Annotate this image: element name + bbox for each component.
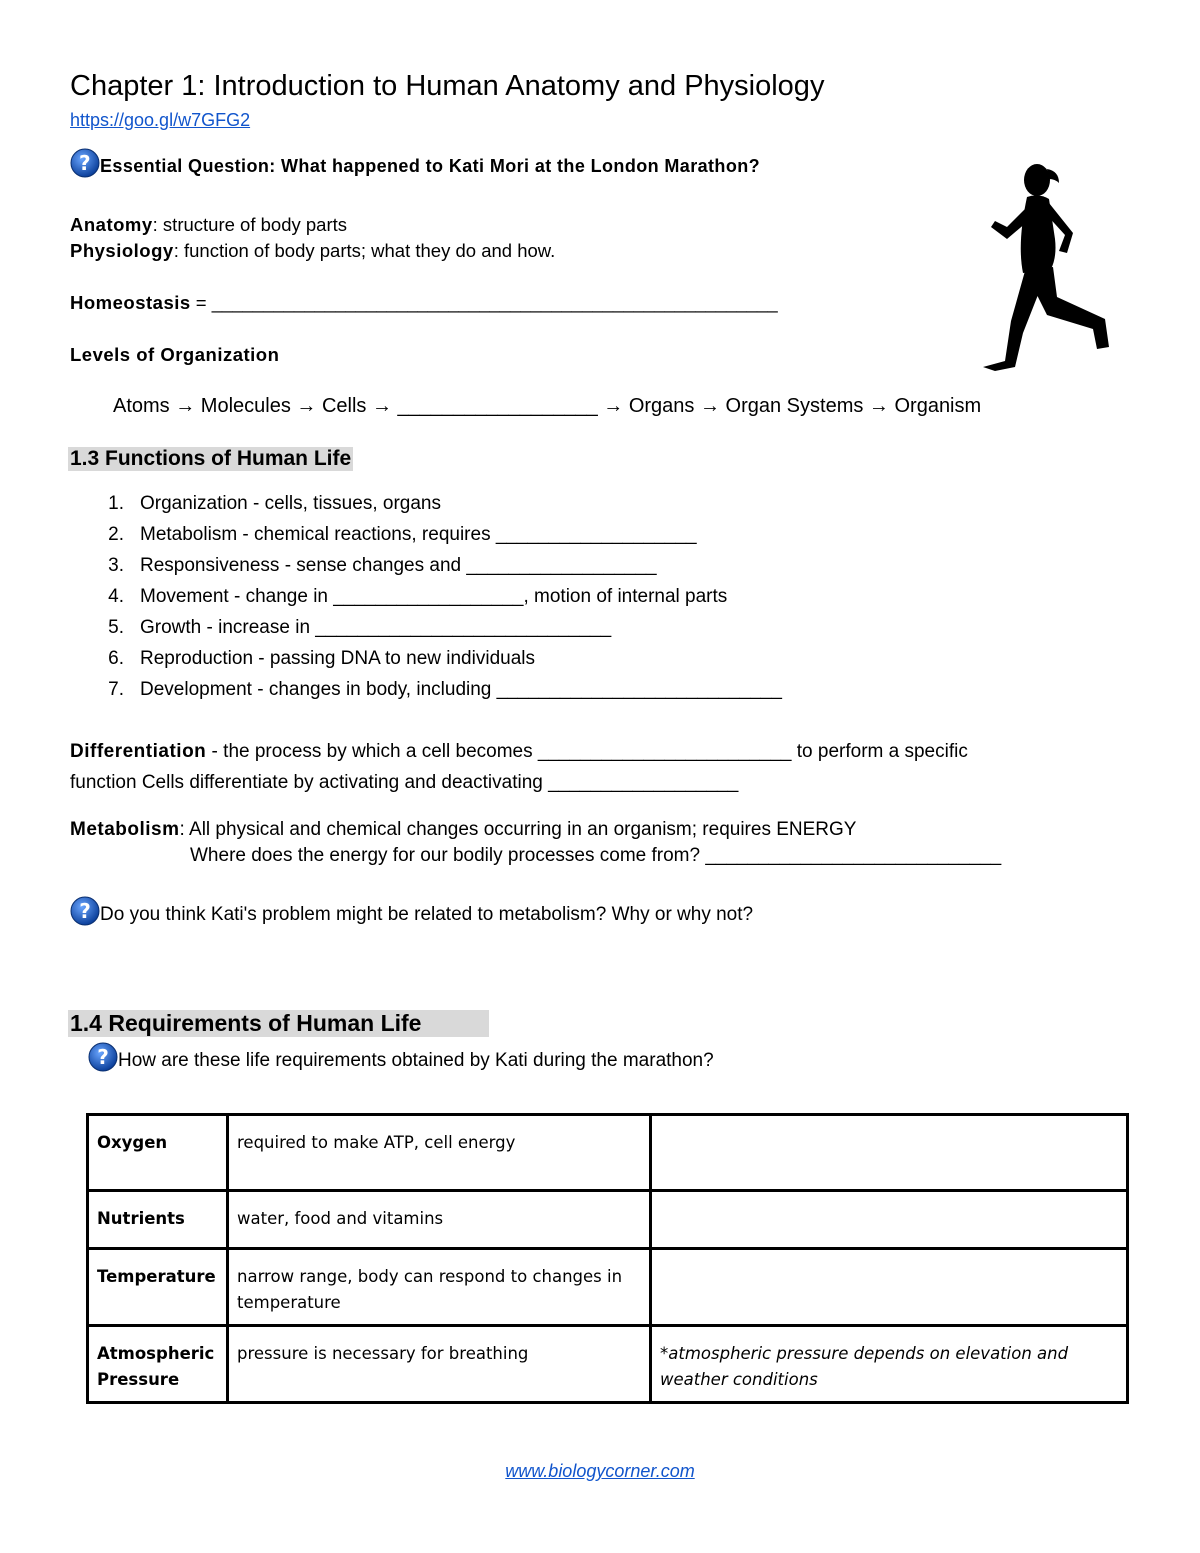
question-circle-icon: [70, 148, 100, 178]
essential-question: [70, 148, 760, 178]
list-item-text: Responsiveness - sense changes and __________________: [140, 555, 657, 576]
list-item-text: Organization - cells, tissues, organs: [140, 493, 441, 514]
footer-link[interactable]: www.biologycorner.com: [505, 1461, 695, 1481]
list-item-number: 4.: [108, 586, 124, 607]
list-item: [70, 524, 782, 555]
footer: [0, 1461, 1200, 1482]
requirements-table: [86, 1113, 1129, 1404]
list-item-number: 7.: [108, 679, 124, 700]
homeostasis-blank: [70, 292, 778, 314]
table-cell-note[interactable]: [651, 1115, 1128, 1191]
anatomy-text: : structure of body parts: [152, 214, 347, 235]
list-item-text: Movement - change in __________________, motion of internal parts: [140, 586, 728, 607]
table-cell-note: *atmospheric pressure depends on elevation and weather conditions: [651, 1326, 1128, 1403]
levels-heading: Levels of Organization: [70, 344, 280, 365]
differentiation-text: - the process by which a cell becomes ________________________ to perform a specific: [206, 741, 968, 762]
list-item-number: 2.: [108, 524, 124, 545]
physiology-text: : function of body parts; what they do and how.: [173, 240, 556, 261]
metabolism-question: [70, 896, 753, 926]
differentiation-line-2: function Cells differentiate by activating and deactivating __________________: [70, 772, 739, 793]
metabolism-line-1: [70, 819, 856, 841]
homeostasis-rest: = _______________________________________________________: [190, 292, 778, 313]
essential-question-text: Essential Question: What happened to Kati Mori at the London Marathon?: [100, 156, 761, 176]
list-item-text: Metabolism - chemical reactions, requires ___________________: [140, 524, 697, 545]
table-cell-note[interactable]: [651, 1191, 1128, 1249]
metabolism-term: Metabolism: [70, 819, 180, 840]
question-circle-icon: [88, 1042, 118, 1072]
functions-list: [70, 493, 782, 710]
homeostasis-term: Homeostasis: [70, 292, 191, 313]
section-heading-1-4: 1.4 Requirements of Human Life: [68, 1010, 489, 1037]
metabolism-line-2: Where does the energy for our bodily processes come from? ____________________________: [190, 845, 1002, 866]
physiology-term: Physiology: [70, 240, 174, 261]
list-item: [70, 648, 782, 679]
list-item-text: Reproduction - passing DNA to new individuals: [140, 648, 535, 669]
table-row: [88, 1115, 1128, 1191]
table-row: [88, 1191, 1128, 1249]
levels-of-organization-line: Atoms → Molecules → Cells → __________________ → Organs → Organ Systems → Organism: [113, 395, 982, 417]
differentiation-term: Differentiation: [70, 741, 207, 762]
table-cell-name: Temperature: [88, 1249, 228, 1326]
table-row: [88, 1249, 1128, 1326]
table-cell-name: Nutrients: [88, 1191, 228, 1249]
differentiation-line-1: [70, 741, 968, 763]
metabolism-text: : All physical and chemical changes occurring in an organism; requires ENERGY: [179, 819, 857, 840]
list-item: [70, 679, 782, 710]
table-cell-note[interactable]: [651, 1249, 1128, 1326]
svg-text:?: ?: [79, 899, 91, 923]
table-cell-description: narrow range, body can respond to changes in temperature: [228, 1249, 651, 1326]
requirements-question-text: How are these life requirements obtained by Kati during the marathon?: [118, 1050, 714, 1071]
table-cell-description: pressure is necessary for breathing: [228, 1326, 651, 1403]
list-item: [70, 617, 782, 648]
table-cell-name: Atmospheric Pressure: [88, 1326, 228, 1403]
metabolism-question-text: Do you think Kati's problem might be related to metabolism? Why or why not?: [100, 904, 754, 925]
list-item-number: 6.: [108, 648, 124, 669]
short-link[interactable]: https://goo.gl/w7GFG2: [70, 110, 251, 130]
svg-text:?: ?: [78, 151, 92, 175]
list-item-number: 5.: [108, 617, 124, 638]
table-cell-description: water, food and vitamins: [228, 1191, 651, 1249]
list-item: [70, 586, 782, 617]
question-circle-icon: [70, 896, 100, 926]
anatomy-term: Anatomy: [70, 214, 153, 235]
anatomy-definition: [70, 214, 347, 236]
list-item-text: Growth - increase in ____________________________: [140, 617, 612, 638]
runner-silhouette-icon: [955, 155, 1125, 385]
svg-text:?: ?: [97, 1045, 109, 1069]
list-item: [70, 493, 782, 524]
table-row: [88, 1326, 1128, 1403]
table-cell-name: Oxygen: [88, 1115, 228, 1191]
section-heading-1-3: 1.3 Functions of Human Life: [70, 447, 352, 470]
list-item: [70, 555, 782, 586]
table-cell-description: required to make ATP, cell energy: [228, 1115, 651, 1191]
page-title: Chapter 1: Introduction to Human Anatomy and Physiology: [70, 70, 825, 102]
requirements-question: [88, 1042, 714, 1072]
list-item-number: 1.: [108, 493, 124, 514]
list-item-text: Development - changes in body, including ___________________________: [140, 679, 782, 700]
physiology-definition: [70, 240, 555, 262]
list-item-number: 3.: [108, 555, 124, 576]
